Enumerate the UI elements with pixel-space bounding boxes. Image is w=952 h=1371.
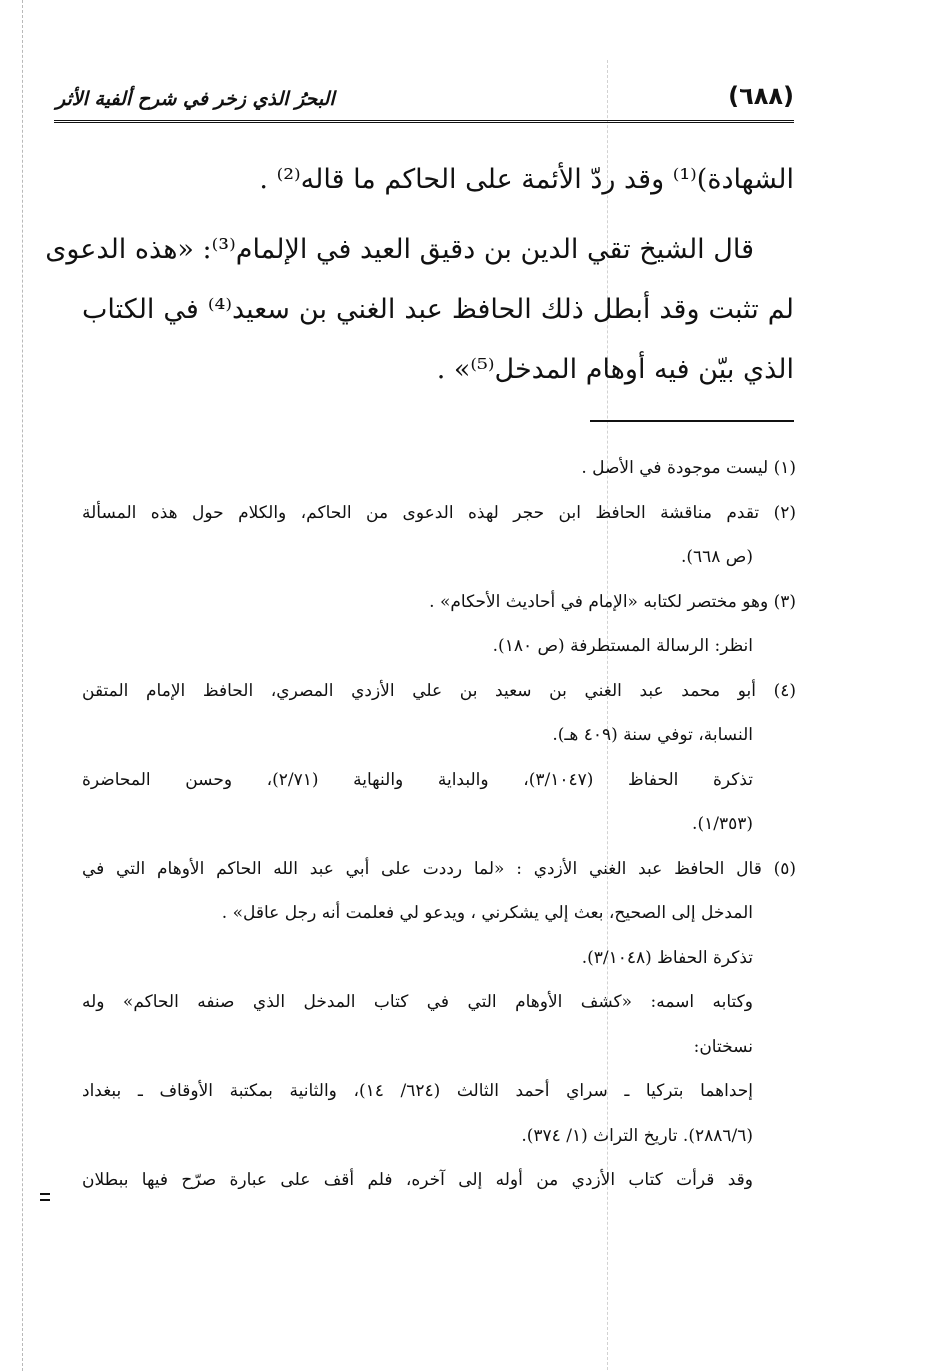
footnote-line: وقد قرأت كتاب الأزدي من أوله إلى آخره، فلم أقف على عبارة صرّح فيها ببطلان	[82, 1170, 753, 1190]
continuation-mark	[40, 1193, 50, 1201]
footnote-line: (ص ٦٦٨).	[680, 547, 753, 567]
footnote-line: (٤) أبو محمد عبد الغني بن سعيد بن علي الأزدي المصري، الحافظ الإمام المتقن	[82, 680, 796, 701]
page-number: (٦٨٨)	[728, 82, 794, 110]
footnote-line: تذكرة الحفاظ (٣/١٠٤٧)، والبداية والنهاية (٢/٧١)، وحسن المحاضرة	[82, 769, 754, 790]
footnote-line: نسختان:	[693, 1036, 753, 1057]
paragraph-gap	[82, 210, 794, 220]
footnote-line: (٣) وهو مختصر لكتابه «الإمام في أحاديث الأحكام» .	[429, 591, 796, 612]
footnote-line: المدخل إلى الصحيح، بعث إلي يشكرني ، ويدعو لي فعلمت أنه رجل عاقل» .	[221, 903, 753, 923]
footnote-line: (١/٣٥٣).	[692, 814, 753, 834]
running-book-title: البحرُ الذي زخر في شرح ألفية الأثر	[56, 88, 335, 110]
footnote-line: (٢٨٨٦/٦). تاريخ التراث (١/ ٣٧٤).	[521, 1125, 753, 1146]
footnotes	[82, 446, 796, 1203]
footnote-separator	[590, 420, 794, 422]
footnote-line: إحداهما بتركيا ـ سراي أحمد الثالث (٦٢٤/ ١٤)، والثانية بمكتبة الأوقاف ـ ببغداد	[82, 1081, 753, 1101]
main-text-line: لم تثبت وقد أبطل ذلك الحافظ عبد الغني بن سعيد⁽⁴⁾ في الكتاب	[82, 294, 795, 325]
footnote-line: انظر: الرسالة المستطرفة (ص ١٨٠).	[492, 636, 753, 656]
footnote-line: تذكرة الحفاظ (٣/١٠٤٨).	[581, 947, 753, 968]
main-text-line: قال الشيخ تقي الدين بن دقيق العيد في الإلمام⁽³⁾: «هذه الدعوى	[45, 234, 754, 265]
main-text-line: الذي بيّن فيه أوهام المدخل⁽⁵⁾» .	[436, 354, 794, 385]
footnote-line: (٥) قال الحافظ عبد الغني الأزدي : «لما رددت على أبي عبد الله الحاكم الأوهام التي في	[82, 858, 796, 879]
page-header	[54, 78, 794, 123]
footnote-line: (٢) تقدم مناقشة الحافظ ابن حجر لهذه الدعوى من الحاكم، والكلام حول هذه المسألة	[82, 502, 796, 523]
footnote-line: النسابة، توفي سنة (٤٠٩ هـ).	[552, 725, 753, 745]
main-text	[45, 150, 795, 400]
footnote-line: (١) ليست موجودة في الأصل .	[581, 458, 796, 478]
scan-fold-line-left	[22, 0, 23, 1371]
footnote-line: وكتابه اسمه: «كشف الأوهام التي في كتاب المدخل الذي صنفه الحاكم» وله	[82, 992, 753, 1012]
main-text-line: الشهادة)⁽¹⁾ وقد ردّ الأئمة على الحاكم ما قاله⁽²⁾ .	[259, 164, 794, 195]
